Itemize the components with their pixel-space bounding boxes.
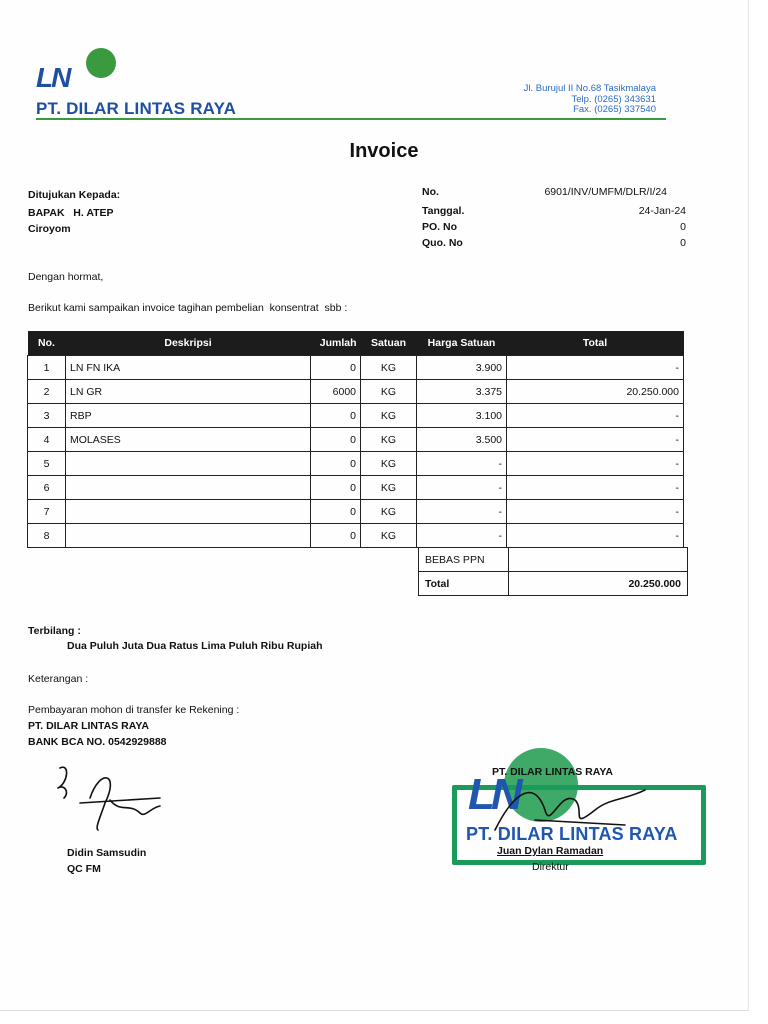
cell-unit-price: -: [417, 500, 507, 524]
cell-unit: KG: [361, 500, 417, 524]
total-value: 20.250.000: [509, 572, 688, 596]
company-fax: Fax. (0265) 337540: [573, 104, 656, 115]
stamp-company-name: PT. DILAR LINTAS RAYA: [466, 824, 678, 844]
ppn-label: BEBAS PPN: [419, 548, 509, 572]
terbilang-text: Dua Puluh Juta Dua Ratus Lima Puluh Ribu Rupiah: [67, 640, 323, 652]
cell-unit: KG: [361, 524, 417, 548]
table-row: [28, 380, 684, 404]
cell-total: -: [507, 476, 684, 500]
stamp-top-text: PT. DILAR LINTAS RAYA: [492, 766, 613, 778]
table-row: [28, 452, 684, 476]
col-header-total: Total: [507, 331, 684, 356]
cell-unit-price: -: [417, 452, 507, 476]
signer-right-name: Juan Dylan Ramadan: [497, 845, 604, 857]
col-header-qty: Jumlah: [311, 331, 361, 356]
col-header-description: Deskripsi: [66, 331, 311, 356]
cell-description: MOLASES: [66, 428, 311, 452]
po-label: PO. No: [422, 221, 458, 233]
payment-instruction: Pembayaran mohon di transfer ke Rekening :: [28, 704, 240, 716]
signer-left-name: Didin Samsudin: [67, 847, 147, 859]
keterangan-label: Keterangan :: [28, 673, 89, 685]
cell-unit: KG: [361, 452, 417, 476]
cell-unit-price: 3.500: [417, 428, 507, 452]
greeting: Dengan hormat,: [28, 271, 104, 283]
invoice-items-table: [27, 331, 684, 548]
cell-no: 1: [28, 356, 66, 380]
col-header-no: No.: [28, 331, 66, 356]
cell-unit-price: 3.100: [417, 404, 507, 428]
recipient-place: Ciroyom: [28, 223, 71, 235]
cell-qty: 0: [311, 404, 361, 428]
cell-unit-price: 3.375: [417, 380, 507, 404]
total-label: Total: [419, 572, 509, 596]
cell-total: -: [507, 428, 684, 452]
quo-value: 0: [680, 237, 686, 249]
cell-unit: KG: [361, 380, 417, 404]
cell-no: 6: [28, 476, 66, 500]
payment-company: PT. DILAR LINTAS RAYA: [28, 720, 149, 732]
signer-left-role: QC FM: [67, 863, 101, 875]
cell-unit: KG: [361, 356, 417, 380]
company-address: Jl. Burujul II No.68 Tasikmalaya: [523, 83, 656, 94]
cell-qty: 0: [311, 452, 361, 476]
col-header-unit-price: Harga Satuan: [417, 331, 507, 356]
cell-unit-price: 3.900: [417, 356, 507, 380]
total-row: [419, 572, 688, 596]
table-row: [28, 524, 684, 548]
po-value: 0: [680, 221, 686, 233]
ppn-value: [509, 548, 688, 572]
cell-no: 3: [28, 404, 66, 428]
stamp-logo: LN: [468, 770, 519, 819]
cell-no: 2: [28, 380, 66, 404]
table-header-row: [28, 331, 684, 356]
cell-no: 8: [28, 524, 66, 548]
cell-total: -: [507, 356, 684, 380]
cell-description: [66, 452, 311, 476]
cell-qty: 0: [311, 524, 361, 548]
recipient-name: BAPAK H. ATEP: [28, 207, 114, 219]
cell-total: -: [507, 524, 684, 548]
cell-total: -: [507, 452, 684, 476]
header-divider: [36, 118, 666, 120]
recipient-label: Ditujukan Kepada:: [28, 189, 121, 201]
cell-no: 5: [28, 452, 66, 476]
cell-qty: 0: [311, 428, 361, 452]
logo-cow-emblem: [86, 48, 116, 78]
cell-qty: 6000: [311, 380, 361, 404]
signature-left: [50, 758, 170, 838]
cell-qty: 0: [311, 500, 361, 524]
intro-text: Berikut kami sampaikan invoice tagihan pembelian konsentrat sbb :: [28, 302, 348, 314]
table-row: [28, 404, 684, 428]
ppn-row: [419, 548, 688, 572]
quo-label: Quo. No: [422, 237, 463, 249]
logo-mark: LN: [36, 62, 70, 93]
cell-qty: 0: [311, 476, 361, 500]
payment-bank: BANK BCA NO. 0542929888: [28, 736, 167, 748]
cell-description: [66, 524, 311, 548]
cell-unit: KG: [361, 476, 417, 500]
table-row: [28, 428, 684, 452]
cell-qty: 0: [311, 356, 361, 380]
cell-no: 7: [28, 500, 66, 524]
date-label: Tanggal.: [422, 205, 465, 217]
cell-description: [66, 476, 311, 500]
cell-no: 4: [28, 428, 66, 452]
company-name: PT. DILAR LINTAS RAYA: [36, 99, 237, 118]
signature-right: [475, 770, 655, 850]
cell-total: -: [507, 500, 684, 524]
cell-unit: KG: [361, 428, 417, 452]
document-title: Invoice: [349, 140, 419, 162]
cell-description: [66, 500, 311, 524]
cell-unit-price: -: [417, 476, 507, 500]
invoice-no-value: 6901/INV/UMFM/DLR/I/24: [544, 186, 667, 198]
table-row: [28, 500, 684, 524]
date-value: 24-Jan-24: [638, 205, 686, 217]
summary-table: [418, 547, 688, 596]
table-row: [28, 476, 684, 500]
invoice-no-label: No.: [422, 186, 439, 198]
cell-total: -: [507, 404, 684, 428]
col-header-unit: Satuan: [361, 331, 417, 356]
signer-right-role: Direktur: [532, 861, 569, 873]
cell-total: 20.250.000: [507, 380, 684, 404]
cell-description: RBP: [66, 404, 311, 428]
table-body: [28, 356, 684, 548]
cell-unit-price: -: [417, 524, 507, 548]
cell-description: LN GR: [66, 380, 311, 404]
cell-description: LN FN IKA: [66, 356, 311, 380]
cell-unit: KG: [361, 404, 417, 428]
company-phone: Telp. (0265) 343631: [571, 94, 656, 105]
terbilang-label: Terbilang :: [28, 625, 81, 637]
table-row: [28, 356, 684, 380]
